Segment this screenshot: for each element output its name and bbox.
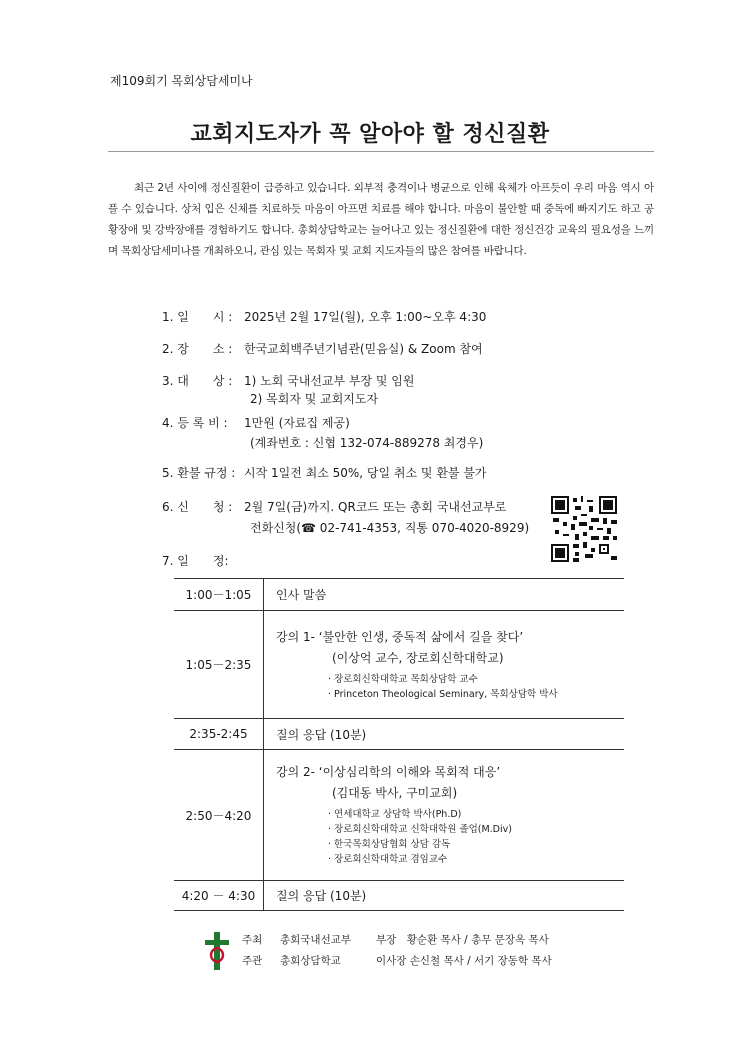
schedule-item: 인사 말씀 <box>264 579 625 611</box>
schedule-item: 질의 응답 (10분) <box>264 719 625 750</box>
info-target-line2: 2) 목회자 및 교회지도자 <box>250 392 379 406</box>
speaker-credentials <box>328 807 623 867</box>
schedule-time: 2:35-2:45 <box>174 719 264 750</box>
page-title: 교회지도자가 꼭 알아야 할 정신질환 <box>190 122 550 147</box>
info-datetime: 1. 일 시 : 2025년 2월 17일(월), 오후 1:00~오후 4:30 <box>162 310 487 324</box>
lecture-title: 강의 2- ‘이상심리학의 이해와 목회적 대응’ <box>276 765 501 779</box>
schedule-item <box>264 611 625 719</box>
list-item: · 장로회신학대학교 목회상담학 교수 <box>328 672 623 687</box>
list-item: · 한국목회상담협회 상담 감독 <box>328 837 623 852</box>
lecture-speaker: (이상억 교수, 장로회신학대학교) <box>332 650 504 665</box>
footer-organizer: 주관 총회상담학교 이사장 손신철 목사 / 서기 장동학 목사 <box>242 955 552 967</box>
info-apply: 6. 신 청 : 2월 7일(금)까지. QR코드 또는 총회 국내선교부로 <box>162 500 507 514</box>
intro-paragraph: 최근 2년 사이에 정신질환이 급증하고 있습니다. 외부적 충격이나 병균으로 인해 육체가 아프듯이 우리 마음 역시 아플 수 있습니다. 상처 입은 신체를 치료하듯 마음이 아프면 치료를 해야 합니다. 마음이 불안할 때 중독에 빠지기도 하고 공황장애 및 강박장애를 경험하기도 합니다. 총회상담학교는 늘어나고 있는 정신질환에 대한 정신건강 교육의 필요성을 느끼며 목회상담세미나를 개최하오니, 관심 있는 목회자 및 교회 지도자들의 많은 참여를 바랍니다. <box>108 182 654 257</box>
schedule-item: 질의 응답 (10분) <box>264 881 625 911</box>
footer-host: 주최 총회국내선교부 부장 황순환 목사 / 총무 문장옥 목사 <box>242 934 549 946</box>
info-target: 3. 대 상 : 1) 노회 국내선교부 부장 및 임원 <box>162 374 415 388</box>
schedule-table <box>174 578 624 911</box>
lecture-speaker: (김대동 박사, 구미교회) <box>332 786 458 800</box>
schedule-time: 4:20 － 4:30 <box>174 881 264 911</box>
info-apply-phone: 전화신청(☎ 02-741-4353, 직통 070-4020-8929) <box>250 521 530 535</box>
info-fee: 4. 등 록 비 : 1만원 (자료집 제공) <box>162 416 350 430</box>
table-row <box>174 719 624 750</box>
title-divider <box>108 151 654 152</box>
info-fee-account: (계좌번호 : 신협 132-074-889278 최경우) <box>250 436 484 450</box>
church-cross-logo-icon <box>204 932 230 970</box>
info-venue: 2. 장 소 : 한국교회백주년기념관(믿음실) & Zoom 참여 <box>162 342 483 356</box>
lecture-title: 강의 1- ‘불안한 인생, 중독적 삶에서 길을 찾다’ <box>276 629 524 644</box>
list-item: · Princeton Theological Seminary, 목회상담학 박사 <box>328 687 623 702</box>
schedule-time: 2:50－4:20 <box>174 750 264 881</box>
list-item: · 연세대학교 상담학 박사(Ph.D) <box>328 807 623 822</box>
list-item: · 장로회신학대학교 신학대학원 졸업(M.Div) <box>328 822 623 837</box>
list-item: · 장로회신학대학교 겸임교수 <box>328 852 623 867</box>
table-row <box>174 881 624 911</box>
schedule-item <box>264 750 625 881</box>
qr-code-icon[interactable] <box>551 496 617 562</box>
series-label: 제109회기 목회상담세미나 <box>110 74 253 88</box>
table-row <box>174 750 624 881</box>
table-row <box>174 579 624 611</box>
speaker-credentials <box>328 672 623 702</box>
schedule-time: 1:00－1:05 <box>174 579 264 611</box>
table-row <box>174 611 624 719</box>
schedule-time: 1:05－2:35 <box>174 611 264 719</box>
info-refund: 5. 환불 규정 : 시작 1일전 최소 50%, 당일 취소 및 환불 불가 <box>162 466 487 480</box>
info-schedule-label: 7. 일 정: <box>162 554 229 568</box>
